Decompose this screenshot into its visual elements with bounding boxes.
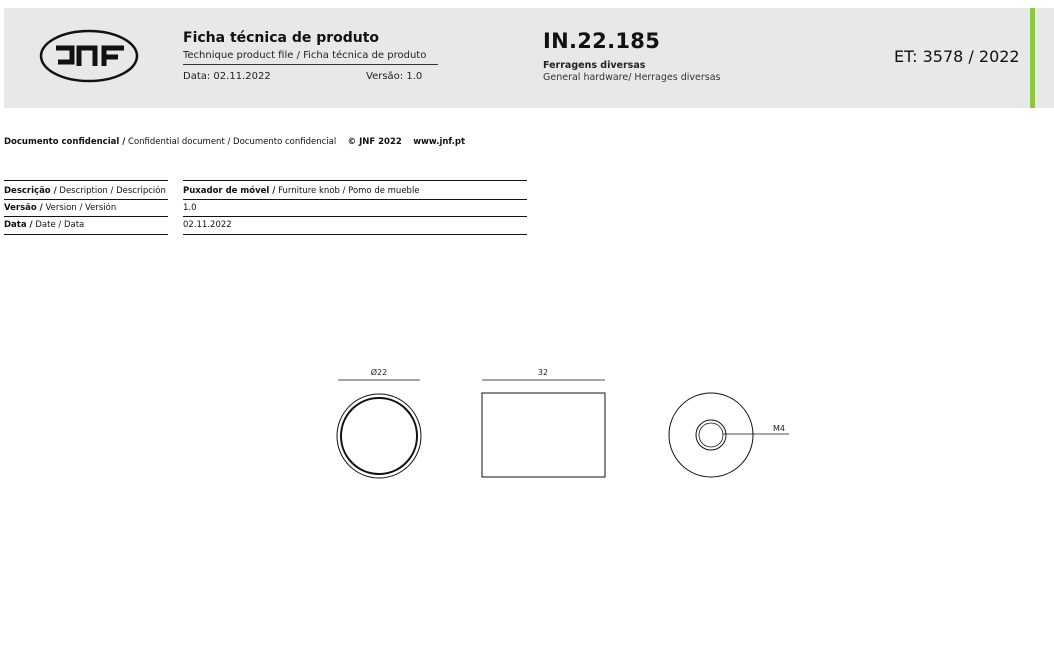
table-rule: [4, 234, 168, 235]
copyright-text: © JNF 2022: [347, 137, 402, 147]
table-rule: [183, 180, 527, 181]
rear-view: [669, 393, 789, 477]
table-rule: [183, 234, 527, 235]
row-label-date: Data / Date / Data: [4, 220, 85, 230]
side-view: [482, 368, 605, 477]
table-rule: [183, 216, 527, 217]
table-rule: [4, 180, 168, 181]
accent-bar: [1030, 8, 1035, 108]
row-label-version: Versão / Version / Versión: [4, 203, 117, 213]
technical-drawing: [320, 360, 800, 490]
row-label-description: Descrição / Description / Descripción: [4, 186, 166, 196]
header-divider: [183, 64, 438, 65]
sheet-date: Data: 02.11.2022: [183, 71, 271, 82]
jnf-logo: [38, 26, 140, 86]
table-rule: [4, 199, 168, 200]
confidential-rest: Confidential document / Documento confidencial: [128, 137, 337, 147]
table-rule: [183, 199, 527, 200]
row-value-date: 02.11.2022: [183, 220, 232, 230]
website-text: www.jnf.pt: [413, 137, 466, 147]
et-number: ET: 3578 / 2022: [894, 47, 1020, 66]
table-rule: [4, 216, 168, 217]
sheet-version: Versão: 1.0: [366, 71, 423, 82]
confidential-bold: Documento confidencial /: [4, 137, 126, 147]
length-label: 32: [537, 368, 549, 377]
product-code: IN.22.185: [543, 29, 661, 53]
sheet-subtitle: Technique product file / Ficha técnica de produto: [183, 50, 427, 61]
product-category-sub: General hardware/ Herrages diversas: [543, 72, 721, 83]
diameter-label: Ø22: [370, 368, 388, 377]
row-value-description: Puxador de móvel / Furniture knob / Pomo de mueble: [183, 186, 420, 196]
confidential-line: [4, 137, 465, 147]
sheet-title: Ficha técnica de produto: [183, 30, 380, 46]
row-value-version: 1.0: [183, 203, 197, 213]
product-category: Ferragens diversas: [543, 60, 646, 71]
thread-label: M4: [773, 424, 785, 433]
front-view: [337, 367, 421, 478]
